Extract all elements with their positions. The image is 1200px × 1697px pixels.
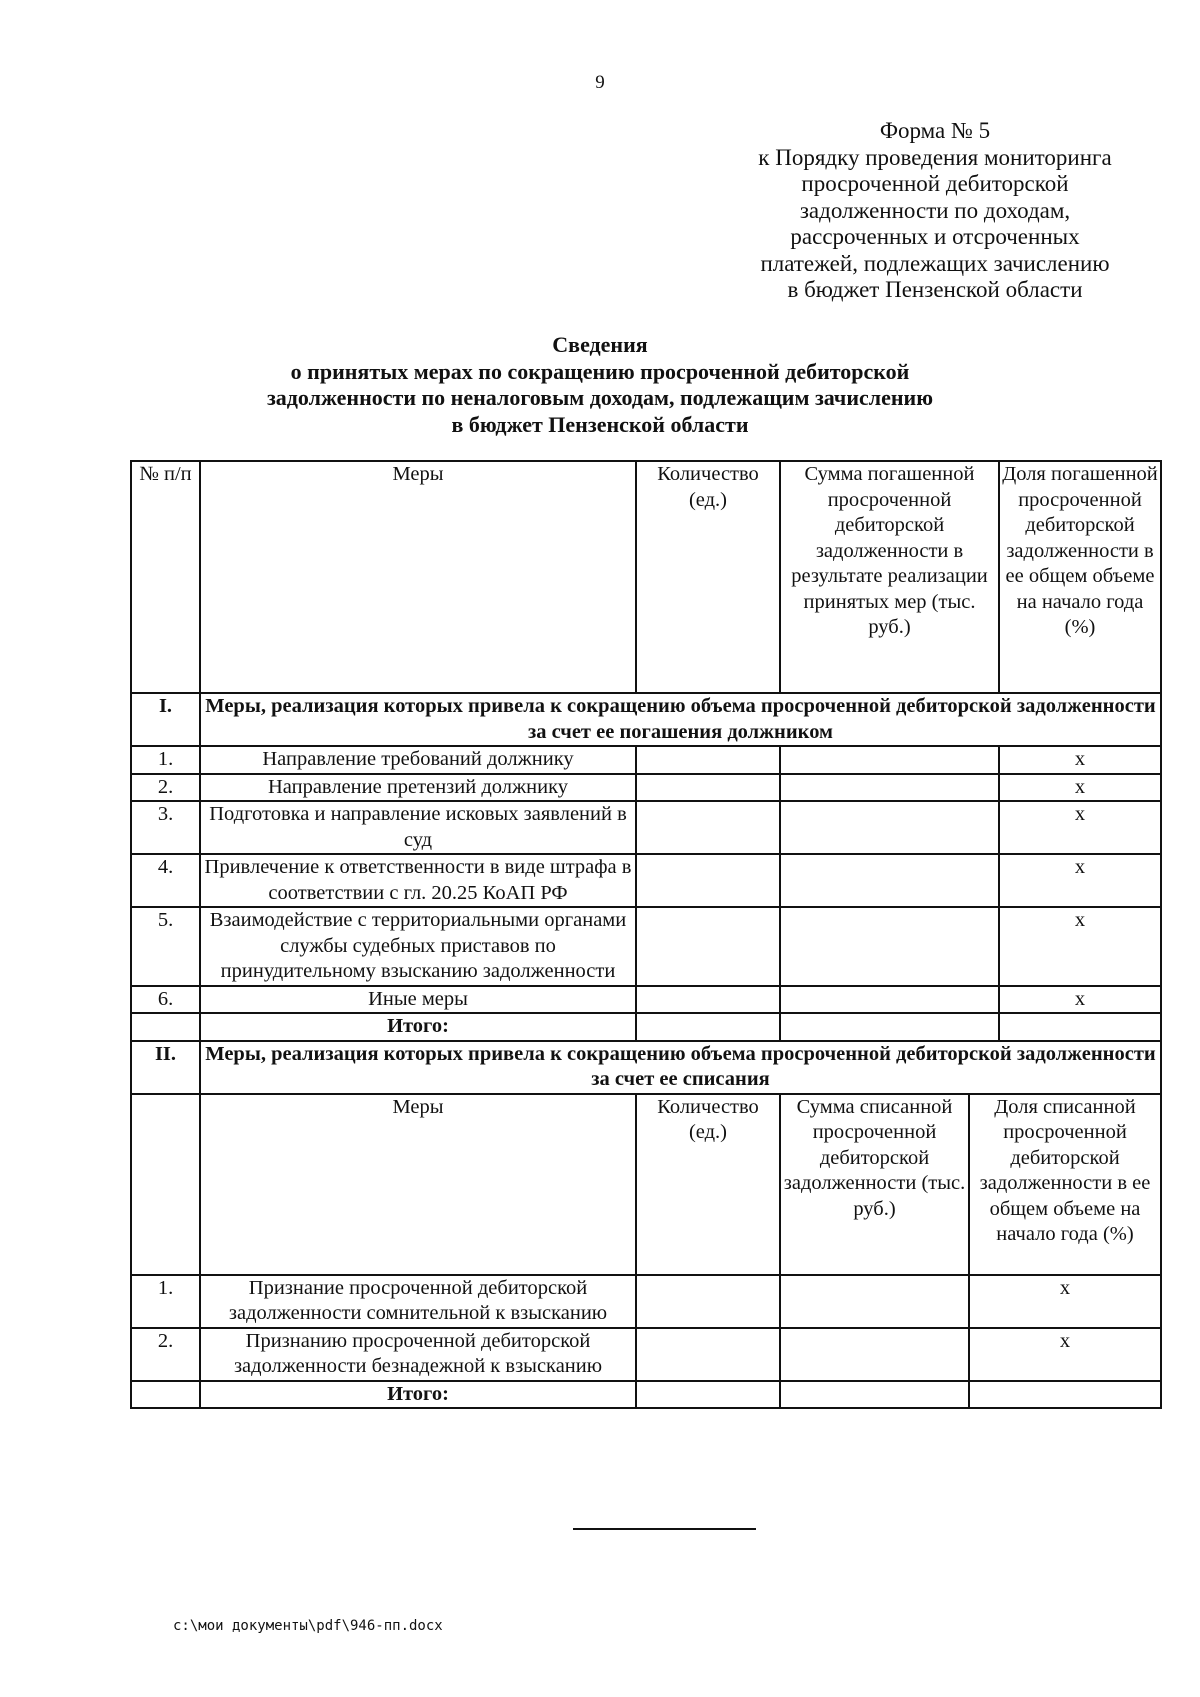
- separator-line: [573, 1528, 756, 1530]
- form-caption: [720, 118, 1150, 304]
- subheader-share: Доля списанной просроченной дебиторской задолженности в ее общем объеме на начало года (%): [969, 1094, 1161, 1275]
- total-sum: [780, 1381, 969, 1409]
- form-caption-line: задолженности по доходам,: [799, 197, 1071, 223]
- table-row: [131, 746, 1161, 774]
- title-line: о принятых мерах по сокращению просроченной дебиторской: [290, 358, 910, 384]
- form-caption-line: к Порядку проведения мониторинга: [758, 144, 1112, 170]
- section-2-subheader-row: [131, 1094, 1161, 1275]
- row-sum: [780, 854, 999, 907]
- footer-file-path: c:\мои документы\pdf\946-пп.docx: [173, 1618, 443, 1634]
- row-share: х: [999, 774, 1161, 802]
- table-row: [131, 801, 1161, 854]
- row-num: 1.: [131, 1275, 200, 1328]
- title-line: Сведения: [552, 332, 648, 357]
- row-quantity: [636, 774, 780, 802]
- table-row: [131, 854, 1161, 907]
- section-2-title: Меры, реализация которых привела к сокращению объема просроченной дебиторской задолженности за счет ее списания: [200, 1041, 1161, 1094]
- row-num: 6.: [131, 986, 200, 1014]
- total-share: [969, 1381, 1161, 1409]
- row-sum: [780, 774, 999, 802]
- row-quantity: [636, 907, 780, 986]
- section-1-title: Меры, реализация которых привела к сокращению объема просроченной дебиторской задолженности за счет ее погашения должником: [200, 693, 1161, 746]
- row-measure: Подготовка и направление исковых заявлений в суд: [200, 801, 636, 854]
- section-2-header-row: [131, 1041, 1161, 1094]
- row-share: х: [969, 1275, 1161, 1328]
- row-num: 2.: [131, 1328, 200, 1381]
- row-share: х: [969, 1328, 1161, 1381]
- subheader-sum: Сумма списанной просроченной дебиторской задолженности (тыс. руб.): [780, 1094, 969, 1275]
- total-row: [131, 1381, 1161, 1409]
- section-2-number: II.: [131, 1041, 200, 1094]
- row-share: х: [999, 854, 1161, 907]
- form-caption-line: Форма № 5: [879, 118, 991, 143]
- row-sum: [780, 1275, 969, 1328]
- section-1-number: I.: [131, 693, 200, 746]
- row-quantity: [636, 1328, 780, 1381]
- row-measure: Направление требований должнику: [200, 746, 636, 774]
- table-row: [131, 1275, 1161, 1328]
- row-measure: Направление претензий должнику: [200, 774, 636, 802]
- row-measure: Привлечение к ответственности в виде штрафа в соответствии с гл. 20.25 КоАП РФ: [200, 854, 636, 907]
- total-quantity: [636, 1381, 780, 1409]
- row-measure: Признание просроченной дебиторской задолженности сомнительной к взысканию: [200, 1275, 636, 1328]
- row-sum: [780, 1328, 969, 1381]
- form-caption-line: просроченной дебиторской: [801, 171, 1069, 196]
- header-num: № п/п: [131, 461, 200, 693]
- section-1-header-row: [131, 693, 1161, 746]
- total-sum: [780, 1013, 999, 1041]
- header-sum: Сумма погашенной просроченной дебиторской задолженности в результате реализации принятых мер (тыс. руб.): [780, 461, 999, 693]
- total-share: [999, 1013, 1161, 1041]
- row-sum: [780, 746, 999, 774]
- row-num: 5.: [131, 907, 200, 986]
- subheader-num: [131, 1094, 200, 1275]
- row-share: х: [999, 986, 1161, 1014]
- subheader-quantity: Количество (ед.): [636, 1094, 780, 1275]
- row-quantity: [636, 1275, 780, 1328]
- row-num: 1.: [131, 746, 200, 774]
- form-caption-line: платежей, подлежащих зачислению: [760, 250, 1110, 276]
- row-num: 4.: [131, 854, 200, 907]
- form-caption-line: рассроченных и отсроченных: [790, 224, 1080, 249]
- total-row: [131, 1013, 1161, 1041]
- form-caption-line: в бюджет Пензенской области: [787, 277, 1083, 302]
- document-title: [0, 332, 1200, 438]
- row-quantity: [636, 854, 780, 907]
- row-num: 3.: [131, 801, 200, 854]
- row-share: х: [999, 746, 1161, 774]
- row-quantity: [636, 746, 780, 774]
- total-quantity: [636, 1013, 780, 1041]
- total-label: Итого:: [200, 1013, 636, 1041]
- table-row: [131, 1328, 1161, 1381]
- row-num: 2.: [131, 774, 200, 802]
- header-quantity: Количество (ед.): [636, 461, 780, 693]
- header-measures: Меры: [200, 461, 636, 693]
- table-header-row: [131, 461, 1161, 693]
- subheader-measures: Меры: [200, 1094, 636, 1275]
- table-row: [131, 774, 1161, 802]
- header-share: Доля погашенной просроченной дебиторской задолженности в ее общем объеме на начало года (%): [999, 461, 1161, 693]
- row-sum: [780, 986, 999, 1014]
- total-label: Итого:: [200, 1381, 636, 1409]
- page-number: 9: [595, 72, 605, 93]
- total-num: [131, 1013, 200, 1041]
- total-num: [131, 1381, 200, 1409]
- measures-table: [130, 460, 1162, 1409]
- row-quantity: [636, 986, 780, 1014]
- row-measure: Взаимодействие с территориальными органами службы судебных приставов по принудительному взысканию задолженности: [200, 907, 636, 986]
- table-row: [131, 907, 1161, 986]
- title-line: задолженности по неналоговым доходам, подлежащим зачислению: [266, 385, 934, 410]
- row-share: х: [999, 907, 1161, 986]
- row-sum: [780, 801, 999, 854]
- row-measure: Иные меры: [200, 986, 636, 1014]
- title-line: в бюджет Пензенской области: [451, 411, 749, 437]
- row-sum: [780, 907, 999, 986]
- row-share: х: [999, 801, 1161, 854]
- row-measure: Признанию просроченной дебиторской задолженности безнадежной к взысканию: [200, 1328, 636, 1381]
- table-row: [131, 986, 1161, 1014]
- row-quantity: [636, 801, 780, 854]
